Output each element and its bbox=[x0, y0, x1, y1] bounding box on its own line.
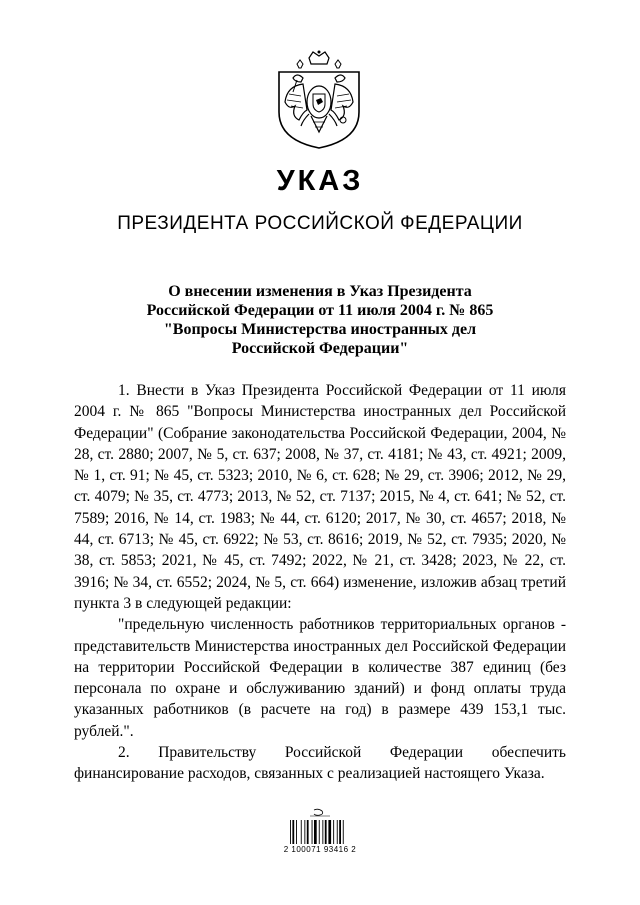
heading-line: Российской Федерации от 11 июля 2004 г. № 865 bbox=[146, 302, 494, 319]
barcode-number: 2 100071 93416 2 bbox=[283, 845, 357, 854]
heading-line: Российской Федерации" bbox=[231, 340, 409, 357]
document-subtitle: ПРЕЗИДЕНТА РОССИЙСКОЙ ФЕДЕРАЦИИ bbox=[117, 213, 523, 234]
paragraph-quote: "предельную численность работников территориальных органов - представительств Министерства иностранных дел Российской Федерации на территории Российской Федерации в количестве 387 единиц (без персонала по охране и обслуживанию зданий) и фонд оплаты труда указанных работников (в расчете на год) в размере 439 153,1 тыс. рублей.". bbox=[74, 616, 566, 740]
barcode-image bbox=[280, 808, 360, 868]
heading-line: О внесении изменения в Указ Президента bbox=[168, 283, 472, 300]
document-title: УКАЗ bbox=[276, 165, 364, 197]
heading-line: "Вопросы Министерства иностранных дел bbox=[163, 321, 477, 338]
coat-of-arms-emblem bbox=[273, 50, 365, 150]
decree-heading bbox=[100, 282, 540, 358]
paragraph-1: 1. Внести в Указ Президента Российской Федерации от 11 июля 2004 г. № 865 "Вопросы Министерства иностранных дел Российской Федерации" (Собрание законодательства Российской Федерации, 2004, № 28, ст. 2880; 2007, № 5, ст. 637; 2008, № 37, ст. 4181; № 43, ст. 4921; 2009, № 1, ст. 91; № 45, ст. 5323; 2010, № 6, ст. 628; № 29, ст. 3906; 2012, № 29, ст. 4079; № 35, ст. 4773; 2013, № 52, ст. 7137; 2015, № 4, ст. 641; № 52, ст. 7589; 2016, № 14, ст. 1983; № 44, ст. 6120; 2017, № 30, ст. 4657; 2018, № 44, ст. 6713; № 45, ст. 6922; № 53, ст. 8616; 2019, № 52, ст. 7935; 2020, № 38, ст. 5853; 2021, № 45, ст. 7492; 2022, № 21, ст. 3428; 2023, № 22, ст. 3916; № 34, ст. 6552; 2024, № 5, ст. 664) изменение, изложив абзац третий пункта 3 в следующей редакции: bbox=[74, 382, 566, 612]
decree-body bbox=[74, 380, 566, 785]
paragraph-2: 2. Правительству Российской Федерации обеспечить финансирование расходов, связанных с реализацией настоящего Указа. bbox=[74, 744, 566, 783]
